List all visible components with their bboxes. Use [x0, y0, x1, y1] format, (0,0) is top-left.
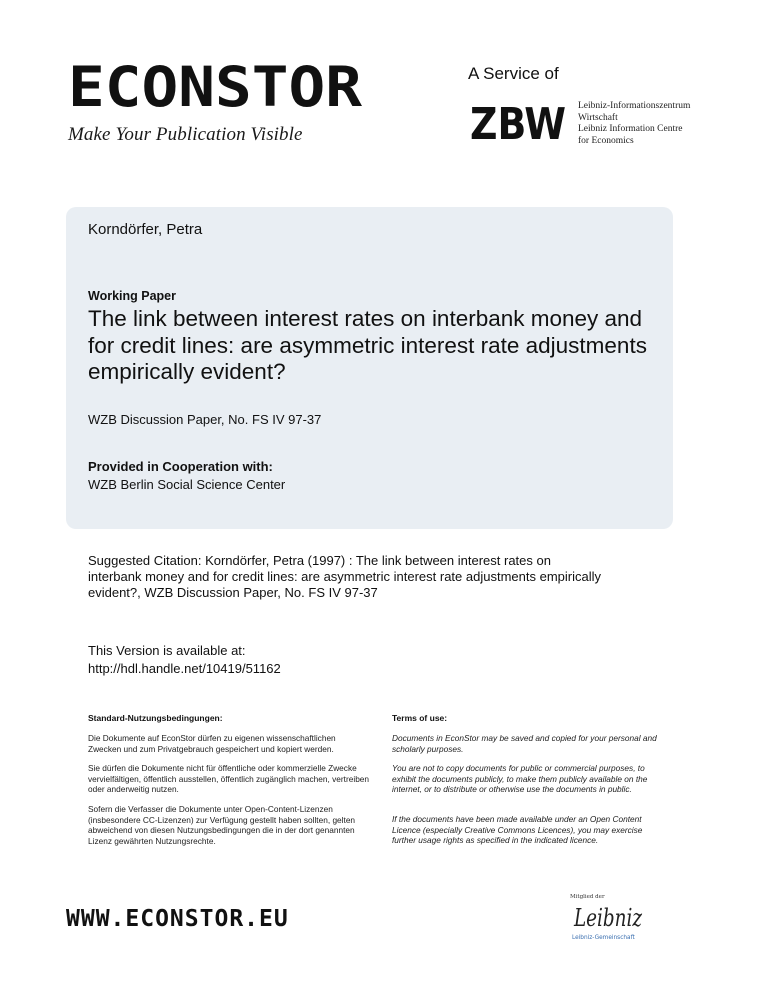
- econstor-logo-icon: [68, 55, 364, 119]
- author: Korndörfer, Petra: [88, 221, 203, 238]
- zbw-logo-text: ZBW: [470, 99, 566, 150]
- econstor-logo-text: ECONSTOR: [68, 55, 363, 119]
- provided-label: Provided in Cooperation with:: [88, 459, 273, 474]
- zbw-logo-icon: [470, 99, 570, 150]
- series-info: WZB Discussion Paper, No. FS IV 97-37: [88, 412, 322, 427]
- leibniz-script-text: Leibniz: [573, 904, 643, 932]
- terms-en-paragraph: You are not to copy documents for public or commercial purposes, to exhibit the documents publicly, to make them publicly available on the internet, or to distribute or otherwise use the documents in public.: [392, 763, 648, 795]
- footer-url[interactable]: WWW.ECONSTOR.EU: [66, 906, 289, 932]
- zbw-line: Leibniz Information Centre: [578, 124, 683, 135]
- tagline: Make Your Publication Visible: [68, 124, 303, 145]
- econstor-logo: [68, 55, 364, 119]
- service-of-label: A Service of: [468, 64, 559, 83]
- terms-de-paragraph: Die Dokumente auf EconStor dürfen zu eigenen wissenschaftlichen Zwecken und zum Privatgebrauch gespeichert und kopiert werden.: [88, 733, 336, 754]
- terms-en-heading: Terms of use:: [392, 713, 448, 723]
- leibniz-top-text: Mitglied der: [570, 894, 605, 900]
- terms-de-paragraph: Sie dürfen die Dokumente nicht für öffentliche oder kommerzielle Zwecke vervielfältigen, öffentlich ausstellen, öffentlich zugänglich machen, vertreiben oder anderweitig nutzen.: [88, 763, 370, 795]
- zbw-logo: [470, 101, 570, 150]
- zbw-line: Leibniz-Informationszentrum: [578, 101, 691, 111]
- leibniz-bottom-text: Leibniz-Gemeinschaft: [572, 935, 635, 941]
- terms-en-paragraph: If the documents have been made available under an Open Content Licence (especially Creative Commons Licences), you may exercise further usage rights as specified in the indicated licence.: [392, 814, 643, 846]
- handle-link[interactable]: http://hdl.handle.net/10419/51162: [88, 661, 281, 676]
- suggested-citation: Suggested Citation: Korndörfer, Petra (1997) : The link between interest rates on interbank money and for credit lines: are asymmetric interest rate adjustments empirically evident?, WZB Discussion Paper, No. FS IV 97-37: [88, 553, 601, 600]
- leibniz-logo-icon: [570, 890, 650, 946]
- zbw-line: for Economics: [578, 135, 634, 146]
- zbw-description: [578, 101, 690, 147]
- document-type: Working Paper: [88, 289, 176, 303]
- version-label: This Version is available at:: [88, 643, 246, 658]
- zbw-line: Wirtschaft: [578, 112, 618, 123]
- leibniz-logo: [570, 890, 650, 946]
- terms-de-heading: Standard-Nutzungsbedingungen:: [88, 713, 223, 723]
- terms-en-paragraph: Documents in EconStor may be saved and copied for your personal and scholarly purposes.: [392, 733, 657, 754]
- provided-institution: WZB Berlin Social Science Center: [88, 477, 286, 492]
- terms-de-paragraph: Sofern die Verfasser die Dokumente unter Open-Content-Lizenzen (insbesondere CC-Lizenzen) zur Verfügung gestellt haben sollten, gelten abweichend von diesen Nutzungsbedingungen die in der dort genannten Lizenz gewährten Nutzungsrechte.: [88, 804, 356, 846]
- document-title: The link between interest rates on interbank money and for credit lines: are asymmetric interest rate adjustments empirically evident?: [88, 306, 647, 384]
